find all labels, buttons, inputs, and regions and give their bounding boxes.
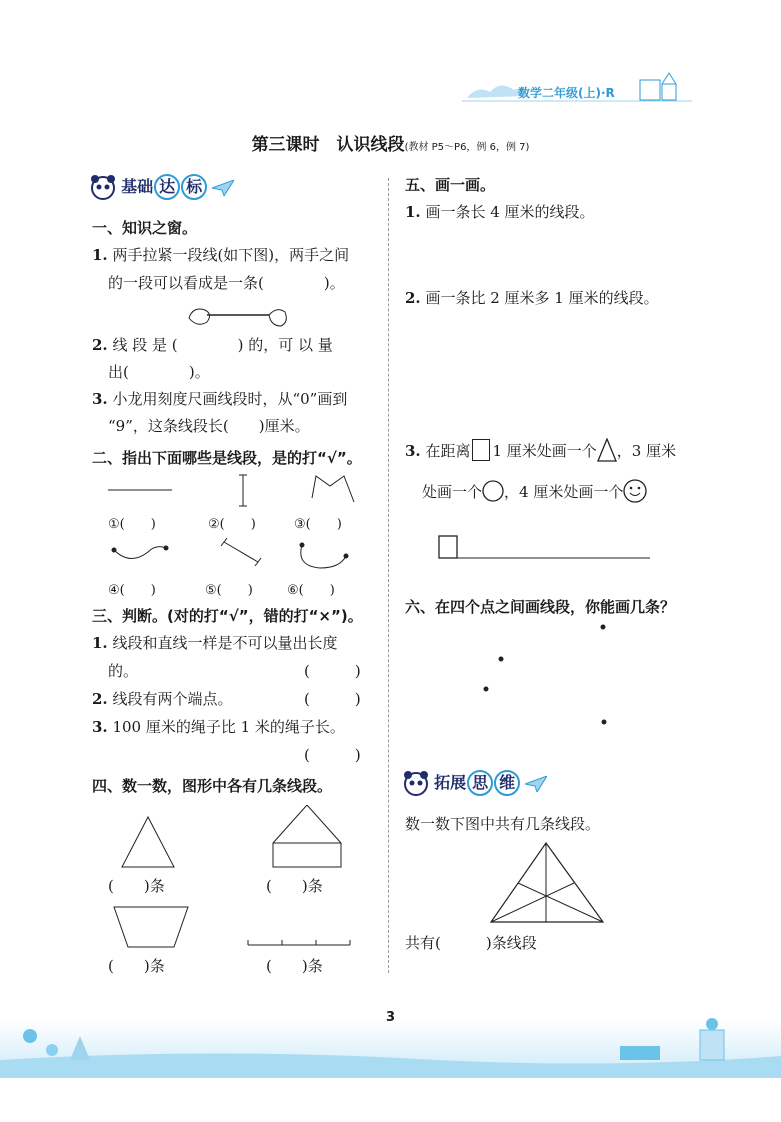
q-text: 处画一个 [422, 483, 483, 501]
s5-q2 [405, 288, 659, 308]
q-num: 2. [92, 336, 108, 354]
column-divider [388, 178, 389, 973]
trapezoid-shape [114, 907, 188, 947]
badge-ext-c: 维 [494, 770, 520, 796]
q-num: 3. [405, 442, 421, 460]
q-text: 线 段 是 ( ) 的，可 以 量 [112, 336, 333, 354]
page-number: 3 [385, 1010, 396, 1025]
section-6-heading: 六、在四个点之间画线段，你能画几条？ [405, 598, 676, 616]
q-num: 1. [92, 634, 108, 652]
paper-plane-icon [212, 180, 234, 196]
section-5-heading: 五、画一画。 [405, 176, 496, 194]
s3-q1-line2: 的。 [108, 662, 139, 680]
badge-ext-a: 拓展 [434, 773, 467, 792]
square-icon [472, 439, 490, 461]
panda-icon [90, 175, 116, 201]
s3-q3-paren: ( ) [304, 746, 361, 764]
point [601, 625, 606, 630]
q-text: 小龙用刻度尺画线段时，从“0”画到 [112, 390, 348, 408]
badge-basic-b: 达 [154, 174, 180, 200]
q-num: 1. [92, 246, 108, 264]
ext-instruction: 数一数下图中共有几条线段。 [405, 815, 601, 833]
circle-icon [482, 480, 504, 502]
q-text: 两手拉紧一段线(如下图)，两手之间 [112, 246, 350, 264]
s1-q2 [92, 335, 333, 355]
section-3-heading: 三、判断。(对的打“√”，错的打“×”)。 [92, 607, 363, 625]
q-text: 100 厘米的绳子比 1 米的绳子长。 [112, 718, 345, 736]
square-and-baseline [436, 533, 656, 563]
q-text: ，3 厘米 [616, 442, 677, 460]
s3-q1 [92, 633, 337, 653]
s4-answer-2: ( )条 [266, 877, 323, 895]
triangle-icon [597, 438, 617, 462]
figure-segment-5 [221, 538, 261, 566]
s4-answer-3: ( )条 [108, 957, 165, 975]
s4-answer-1: ( )条 [108, 877, 165, 895]
q-text: 画一条比 2 厘米多 1 厘米的线段。 [425, 289, 659, 307]
q-num: 2. [92, 690, 108, 708]
fig-label-1: ①( ) [108, 517, 156, 532]
badge-basic-c: 标 [181, 174, 207, 200]
point [602, 720, 607, 725]
q-text: 画一条长 4 厘米的线段。 [425, 203, 595, 221]
four-points-figure [470, 615, 620, 735]
fig-label-2: ②( ) [208, 517, 256, 532]
page-title [0, 130, 781, 155]
q-text: 线段和直线一样是不可以量出长度 [112, 634, 338, 652]
panda-icon [403, 771, 429, 797]
s4-answer-4: ( )条 [266, 957, 323, 975]
house-shape [273, 805, 341, 867]
q-text: 1 厘米处画一个 [492, 442, 597, 460]
s3-q2 [92, 689, 232, 709]
s3-q2-paren: ( ) [304, 690, 361, 708]
figure-curve-6 [300, 543, 349, 569]
s3-q1-paren: ( ) [304, 662, 361, 680]
triangle-segments-figure [488, 840, 608, 925]
point [484, 687, 489, 692]
q-num: 3. [92, 718, 108, 736]
badge-basic [90, 174, 234, 201]
fig-label-6: ⑥( ) [287, 583, 335, 598]
triangle-shape [122, 817, 174, 867]
q-text: ，4 厘米处画一个 [504, 483, 624, 501]
header-label: 数学二年级(上)·R [518, 86, 615, 100]
q-num: 2. [405, 289, 421, 307]
s1-q3-line2: “9”，这条线段长( )厘米。 [108, 417, 310, 435]
smiley-face-icon [623, 479, 647, 503]
q-num: 1. [405, 203, 421, 221]
q-num: 3. [92, 390, 108, 408]
fig-label-3: ③( ) [294, 517, 342, 532]
figure-polyline-3 [312, 476, 354, 502]
section-1-heading: 一、知识之窗。 [92, 219, 198, 237]
s1-q2-line2: 出( )。 [108, 363, 210, 381]
section-4-heading: 四、数一数，图形中各有几条线段。 [92, 777, 333, 795]
fig-label-4: ④( ) [108, 583, 156, 598]
s1-q1-line2: 的一段可以看成是一条( )。 [108, 274, 345, 292]
segmented-line-shape [248, 940, 350, 945]
point [499, 657, 504, 662]
fig-label-5: ⑤( ) [205, 583, 253, 598]
s1-q1 [92, 245, 349, 265]
title-sub: (教材 P5～P6，例 6，例 7) [404, 142, 530, 153]
figure-segment-2 [239, 475, 247, 506]
badge-ext-b: 思 [467, 770, 493, 796]
badge-extension [403, 770, 547, 797]
s1-q3 [92, 389, 347, 409]
paper-plane-icon [525, 776, 547, 792]
title-main: 第三课时 认识线段 [251, 135, 405, 155]
section-2-heading: 二、指出下面哪些是线段，是的打“√”。 [92, 449, 362, 467]
s3-q3 [92, 717, 345, 737]
ext-answer: 共有( )条线段 [405, 934, 537, 952]
s5-q1 [405, 202, 595, 222]
s5-q3-line2 [422, 479, 647, 503]
figure-curve-4 [112, 546, 169, 559]
badge-basic-a: 基础 [121, 177, 154, 196]
q-text: 线段有两个端点。 [112, 690, 233, 708]
q-text: 在距离 [425, 442, 471, 460]
s5-q3 [405, 438, 676, 462]
hands-rope-illustration [185, 300, 290, 332]
